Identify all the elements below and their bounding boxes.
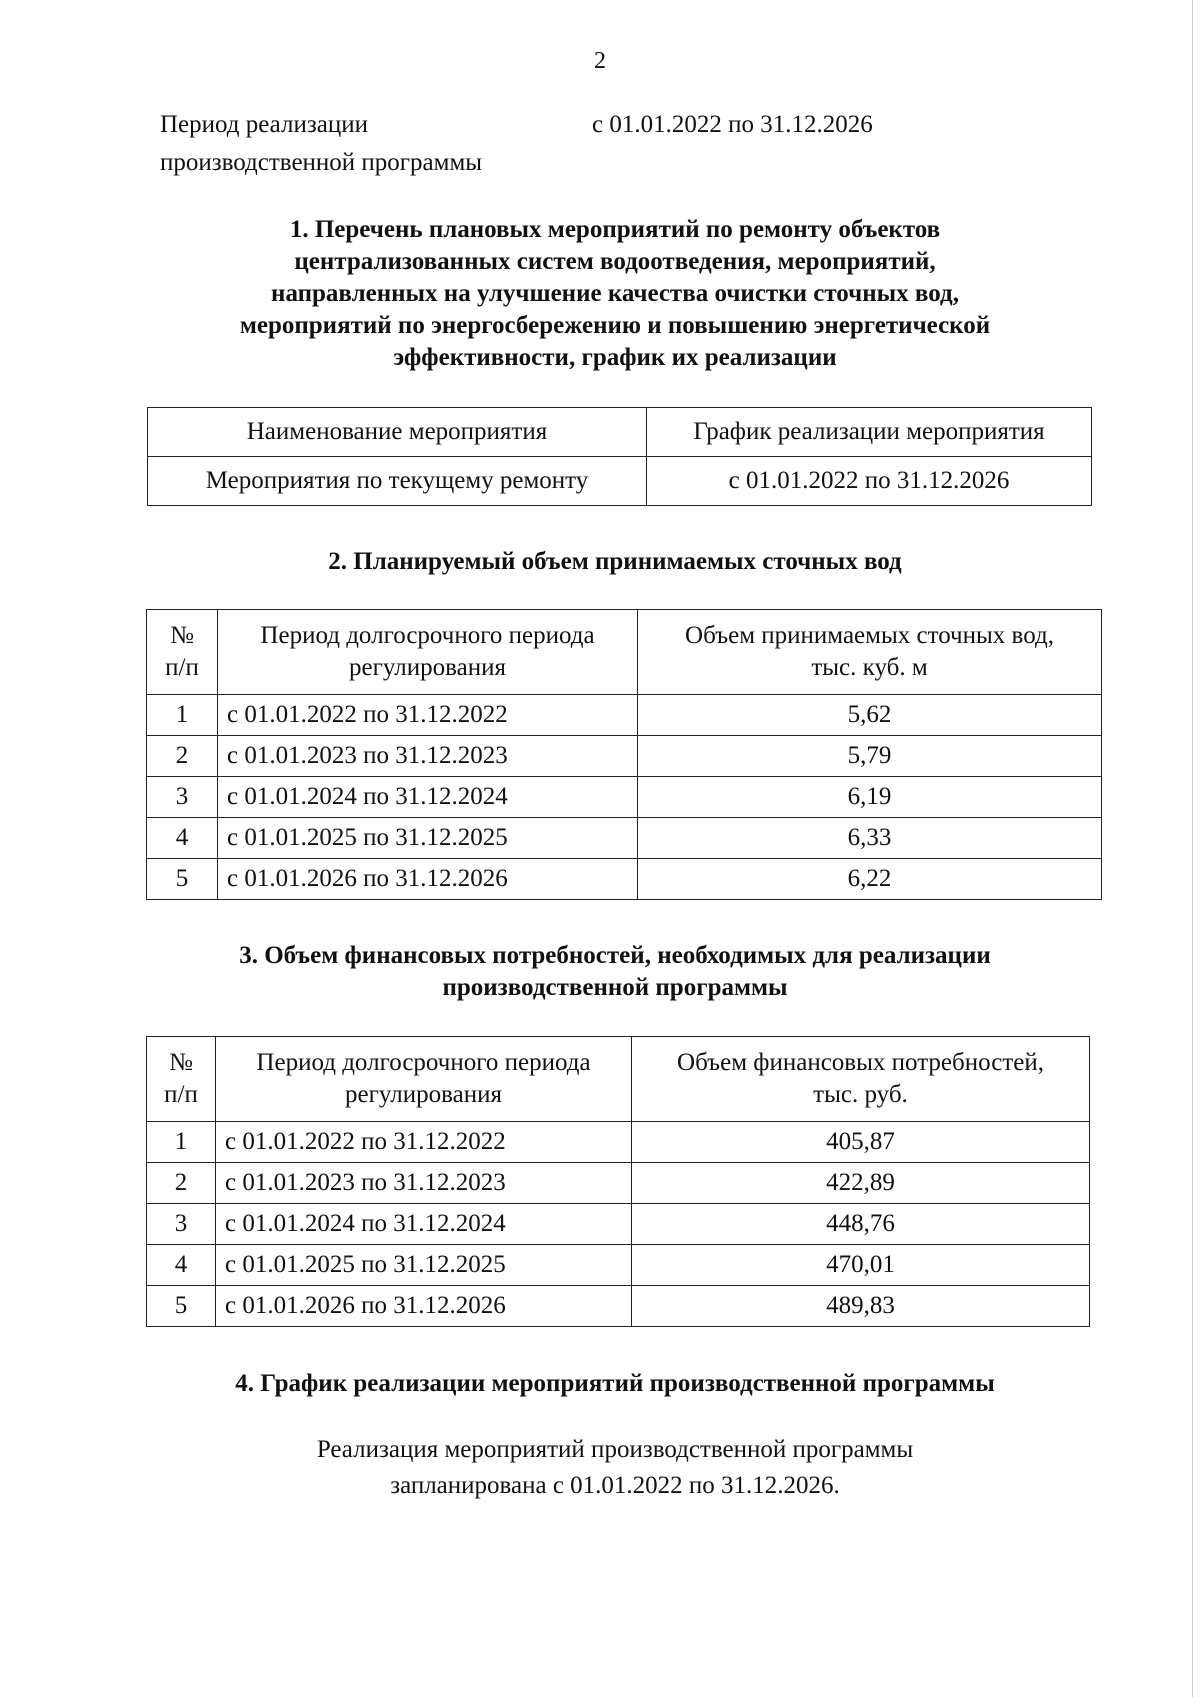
row-number: 1 xyxy=(147,695,218,736)
row-number: 2 xyxy=(147,1163,216,1204)
header-volume-line2: тыс. куб. м xyxy=(811,654,928,681)
section3-title xyxy=(150,940,1080,1004)
paragraph-line1: Реализация мероприятий производственной программы xyxy=(316,1436,914,1463)
header-activity-name: Наименование мероприятия xyxy=(148,408,647,457)
row-number: 4 xyxy=(147,1245,216,1286)
row-number: 2 xyxy=(147,736,218,777)
row-financial: 448,76 xyxy=(632,1204,1090,1245)
period-label-line2: производственной программы xyxy=(160,149,483,176)
table-row xyxy=(147,818,1102,859)
row-period: с 01.01.2022 по 31.12.2022 xyxy=(216,1122,632,1163)
header-number-line2: п/п xyxy=(164,1081,198,1108)
section1-title-line: 1. Перечень плановых мероприятий по ремонту объектов xyxy=(289,216,941,243)
row-number: 5 xyxy=(147,1286,216,1327)
table-row xyxy=(147,1122,1090,1163)
row-volume: 5,79 xyxy=(638,736,1102,777)
activity-schedule-cell: с 01.01.2022 по 31.12.2026 xyxy=(647,457,1092,506)
section1-title-line: направленных на улучшение качества очистки сточных вод, xyxy=(271,280,959,307)
row-period: с 01.01.2025 по 31.12.2025 xyxy=(218,818,638,859)
row-number: 5 xyxy=(147,859,218,900)
row-number: 1 xyxy=(147,1122,216,1163)
row-volume: 6,33 xyxy=(638,818,1102,859)
row-volume: 5,62 xyxy=(638,695,1102,736)
section1-title-line: мероприятий по энергосбережению и повышению энергетической xyxy=(239,312,991,339)
table-header-row xyxy=(147,1037,1090,1122)
section2-title: 2. Планируемый объем принимаемых сточных вод xyxy=(328,548,902,575)
header-number-line2: п/п xyxy=(165,654,199,681)
table-header-row xyxy=(147,610,1102,695)
table-header-row xyxy=(148,408,1092,457)
section4-title: 4. График реализации мероприятий производственной программы xyxy=(235,1370,995,1397)
section3-title-line: 3. Объем финансовых потребностей, необходимых для реализации xyxy=(239,942,991,969)
table-row xyxy=(148,457,1092,506)
row-financial: 470,01 xyxy=(632,1245,1090,1286)
section1-title-line: эффективности, график их реализации xyxy=(393,344,837,371)
table-row xyxy=(147,1204,1090,1245)
header-number xyxy=(147,1037,216,1122)
row-period: с 01.01.2026 по 31.12.2026 xyxy=(218,859,638,900)
header-number xyxy=(147,610,218,695)
table-row xyxy=(147,1163,1090,1204)
activities-table xyxy=(147,407,1092,506)
header-volume xyxy=(638,610,1102,695)
header-volume-line1: Объем принимаемых сточных вод, xyxy=(685,622,1054,649)
table-row xyxy=(147,1286,1090,1327)
period-label-line1: Период реализации xyxy=(160,111,368,138)
row-period: с 01.01.2025 по 31.12.2025 xyxy=(216,1245,632,1286)
period-label xyxy=(160,106,482,182)
section1-title xyxy=(150,214,1080,374)
header-activity-schedule: График реализации мероприятия xyxy=(647,408,1092,457)
table-row xyxy=(147,777,1102,818)
header-period-line1: Период долгосрочного периода xyxy=(260,622,595,649)
table-row xyxy=(147,695,1102,736)
table-row xyxy=(147,859,1102,900)
paragraph-line2: запланирована с 01.01.2022 по 31.12.2026. xyxy=(390,1472,840,1499)
row-number: 3 xyxy=(147,1204,216,1245)
page-number: 2 xyxy=(594,48,606,74)
row-period: с 01.01.2023 по 31.12.2023 xyxy=(218,736,638,777)
header-financial-line1: Объем финансовых потребностей, xyxy=(677,1049,1044,1076)
header-financial-line2: тыс. руб. xyxy=(813,1081,908,1108)
row-volume: 6,19 xyxy=(638,777,1102,818)
row-financial: 489,83 xyxy=(632,1286,1090,1327)
row-period: с 01.01.2024 по 31.12.2024 xyxy=(216,1204,632,1245)
row-period: с 01.01.2026 по 31.12.2026 xyxy=(216,1286,632,1327)
activity-name-cell: Мероприятия по текущему ремонту xyxy=(148,457,647,506)
row-period: с 01.01.2024 по 31.12.2024 xyxy=(218,777,638,818)
wastewater-volume-table xyxy=(146,609,1102,900)
header-period xyxy=(216,1037,632,1122)
header-period-line2: регулирования xyxy=(349,654,506,681)
header-period xyxy=(218,610,638,695)
table-row xyxy=(147,736,1102,777)
financial-needs-table xyxy=(146,1036,1090,1327)
header-number-line1: № xyxy=(169,1049,193,1076)
table-row xyxy=(147,1245,1090,1286)
row-period: с 01.01.2023 по 31.12.2023 xyxy=(216,1163,632,1204)
row-financial: 422,89 xyxy=(632,1163,1090,1204)
row-number: 4 xyxy=(147,818,218,859)
section1-title-line: централизованных систем водоотведения, мероприятий, xyxy=(294,248,936,275)
header-financial xyxy=(632,1037,1090,1122)
row-period: с 01.01.2022 по 31.12.2022 xyxy=(218,695,638,736)
row-volume: 6,22 xyxy=(638,859,1102,900)
row-financial: 405,87 xyxy=(632,1122,1090,1163)
header-number-line1: № xyxy=(170,622,194,649)
row-number: 3 xyxy=(147,777,218,818)
section3-title-line: производственной программы xyxy=(442,974,788,1001)
scan-edge-line xyxy=(1192,0,1193,1697)
section4-paragraph xyxy=(150,1432,1080,1504)
period-value: с 01.01.2022 по 31.12.2026 xyxy=(592,111,873,138)
header-period-line2: регулирования xyxy=(345,1081,502,1108)
header-period-line1: Период долгосрочного периода xyxy=(256,1049,591,1076)
